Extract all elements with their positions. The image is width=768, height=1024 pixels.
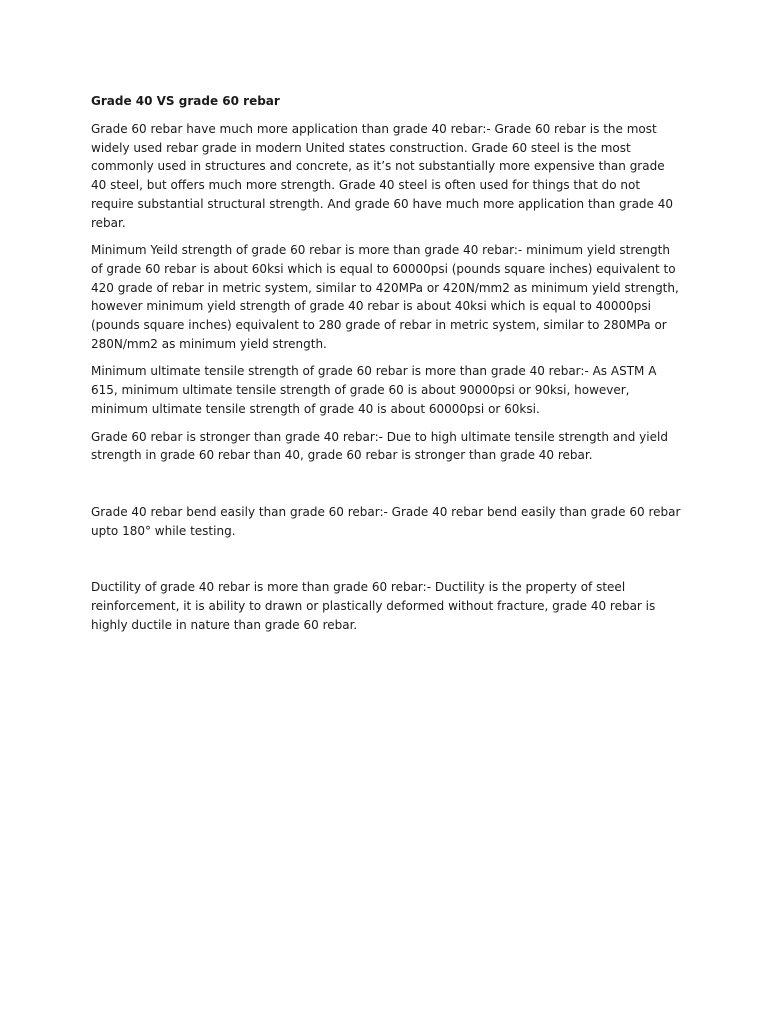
- paragraph-stronger: Grade 60 rebar is stronger than grade 40 rebar:- Due to high ultimate tensile strength and yield strength in grade 60 rebar than 40, grade 60 rebar is stronger than grade 40 rebar.: [91, 429, 668, 463]
- paragraph-tensile-strength: Minimum ultimate tensile strength of grade 60 rebar is more than grade 40 rebar:- As ASTM A 615, minimum ultimate tensile strength of grade 60 is about 90000psi or 90ksi, however, minimum ultimate tensile strength of grade 40 is about 60000psi or 60ksi.: [91, 364, 657, 416]
- paragraph-ductility: Ductility of grade 40 rebar is more than grade 60 rebar:- Ductility is the property of steel reinforcement, it is ability to drawn or plastically deformed without fracture, grade 40 rebar is highly ductile in nature than grade 60 rebar.: [91, 580, 656, 632]
- paragraph-bend: Grade 40 rebar bend easily than grade 60 rebar:- Grade 40 rebar bend easily than grade 60 rebar upto 180° while testing.: [91, 504, 681, 538]
- paragraph-application: Grade 60 rebar have much more application than grade 40 rebar:- Grade 60 rebar is the most widely used rebar grade in modern United states construction. Grade 60 steel is the most commonly used in structures and concrete, as it’s not substantially more expensive than grade 40 steel, but offers much more strength. Grade 40 steel is often used for things that do not require substantial structural strength. And grade 60 have much more application than grade 40 rebar.: [91, 122, 674, 230]
- paragraph-yield-strength: Minimum Yeild strength of grade 60 rebar is more than grade 40 rebar:- minimum yield strength of grade 60 rebar is about 60ksi which is equal to 60000psi (pounds square inches) equivalent to 420 grade of rebar in metric system, similar to 420MPa or 420N/mm2 as minimum yield strength, however minimum yield strength of grade 40 rebar is about 40ksi which is equal to 40000psi (pounds square inches) equivalent to 280 grade of rebar in metric system, similar to 280MPa or 280N/mm2 as minimum yield strength.: [91, 243, 679, 351]
- document-body: [91, 92, 681, 643]
- document-title: Grade 40 VS grade 60 rebar: [91, 94, 280, 108]
